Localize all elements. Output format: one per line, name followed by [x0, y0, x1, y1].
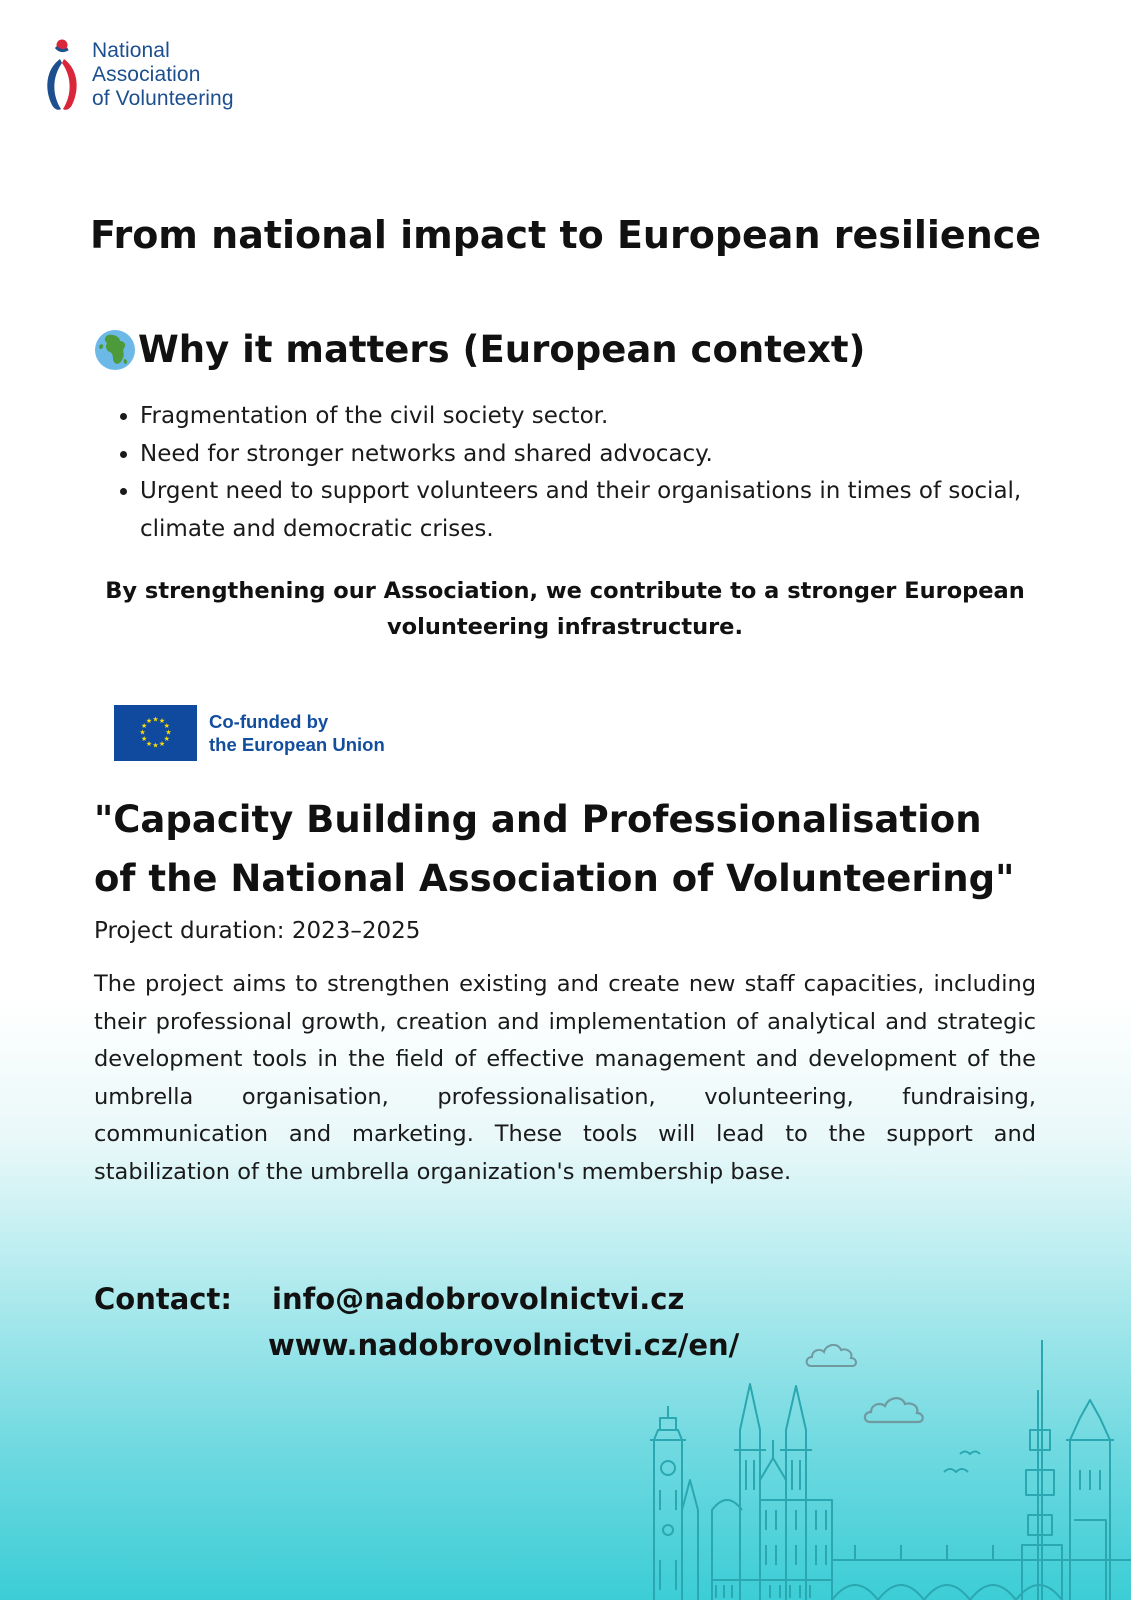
svg-text:★: ★	[145, 717, 153, 726]
key-statement: By strengthening our Association, we contribute to a stronger European volunteering infrastructure.	[105, 578, 1025, 640]
page-title: From national impact to European resilience	[89, 213, 1042, 257]
eu-badge-line: the European Union	[209, 734, 385, 755]
svg-text:★: ★	[158, 739, 166, 748]
svg-text:★: ★	[139, 728, 146, 737]
list-item: • Urgent need to support volunteers and their organisations in times of social, climate and democratic crises.	[140, 473, 1040, 548]
eu-cofunded-badge	[114, 705, 385, 761]
logo-wordmark	[92, 39, 234, 111]
project-duration: Project duration: 2023–2025	[94, 918, 421, 944]
list-item: • Need for stronger networks and shared advocacy.	[140, 436, 1040, 474]
contact-website-link[interactable]: www.nadobrovolnictvi.cz/en/	[268, 1328, 740, 1362]
logo-line: National	[92, 39, 170, 62]
svg-text:★: ★	[163, 735, 170, 743]
project-title-line: "Capacity Building and Professionalisation	[94, 798, 982, 841]
svg-text:★: ★	[152, 715, 159, 724]
section-heading-text: Why it matters (European context)	[138, 328, 866, 371]
svg-text:★: ★	[165, 728, 172, 737]
eu-badge-text	[209, 710, 385, 756]
project-title	[94, 790, 1014, 908]
svg-text:★: ★	[141, 722, 148, 730]
svg-text:★: ★	[158, 717, 166, 726]
eu-badge-line: Co-funded by	[209, 711, 329, 732]
project-title-line: of the National Association of Volunteering"	[94, 857, 1015, 900]
logo-line: of Volunteering	[92, 87, 234, 110]
svg-text:★: ★	[152, 741, 159, 750]
nav-logo	[44, 39, 264, 119]
svg-text:★: ★	[141, 735, 148, 743]
svg-text:★: ★	[145, 739, 153, 748]
list-item: • Fragmentation of the civil society sector.	[140, 398, 1040, 436]
logo-line: Association	[92, 63, 201, 86]
section-heading-why	[94, 328, 865, 371]
eu-flag-icon	[114, 705, 197, 761]
svg-text:★: ★	[163, 722, 170, 730]
contact-label: Contact:	[94, 1282, 232, 1316]
volunteer-figure-icon	[44, 39, 80, 113]
prague-skyline-icon	[650, 1330, 1131, 1600]
context-list	[118, 398, 1040, 548]
globe-icon	[94, 329, 136, 371]
contact-email-link[interactable]: info@nadobrovolnictvi.cz	[272, 1282, 685, 1316]
project-description: The project aims to strengthen existing and create new staff capacities, including their professional growth, creation and implementation of analytical and strategic development tools in the field of effective management and development of the umbrella organisation, professionalisation, volunteering, fundraising, communication and marketing. These tools will lead to the support and stabilization of the umbrella organization's membership base.	[94, 971, 1036, 1185]
